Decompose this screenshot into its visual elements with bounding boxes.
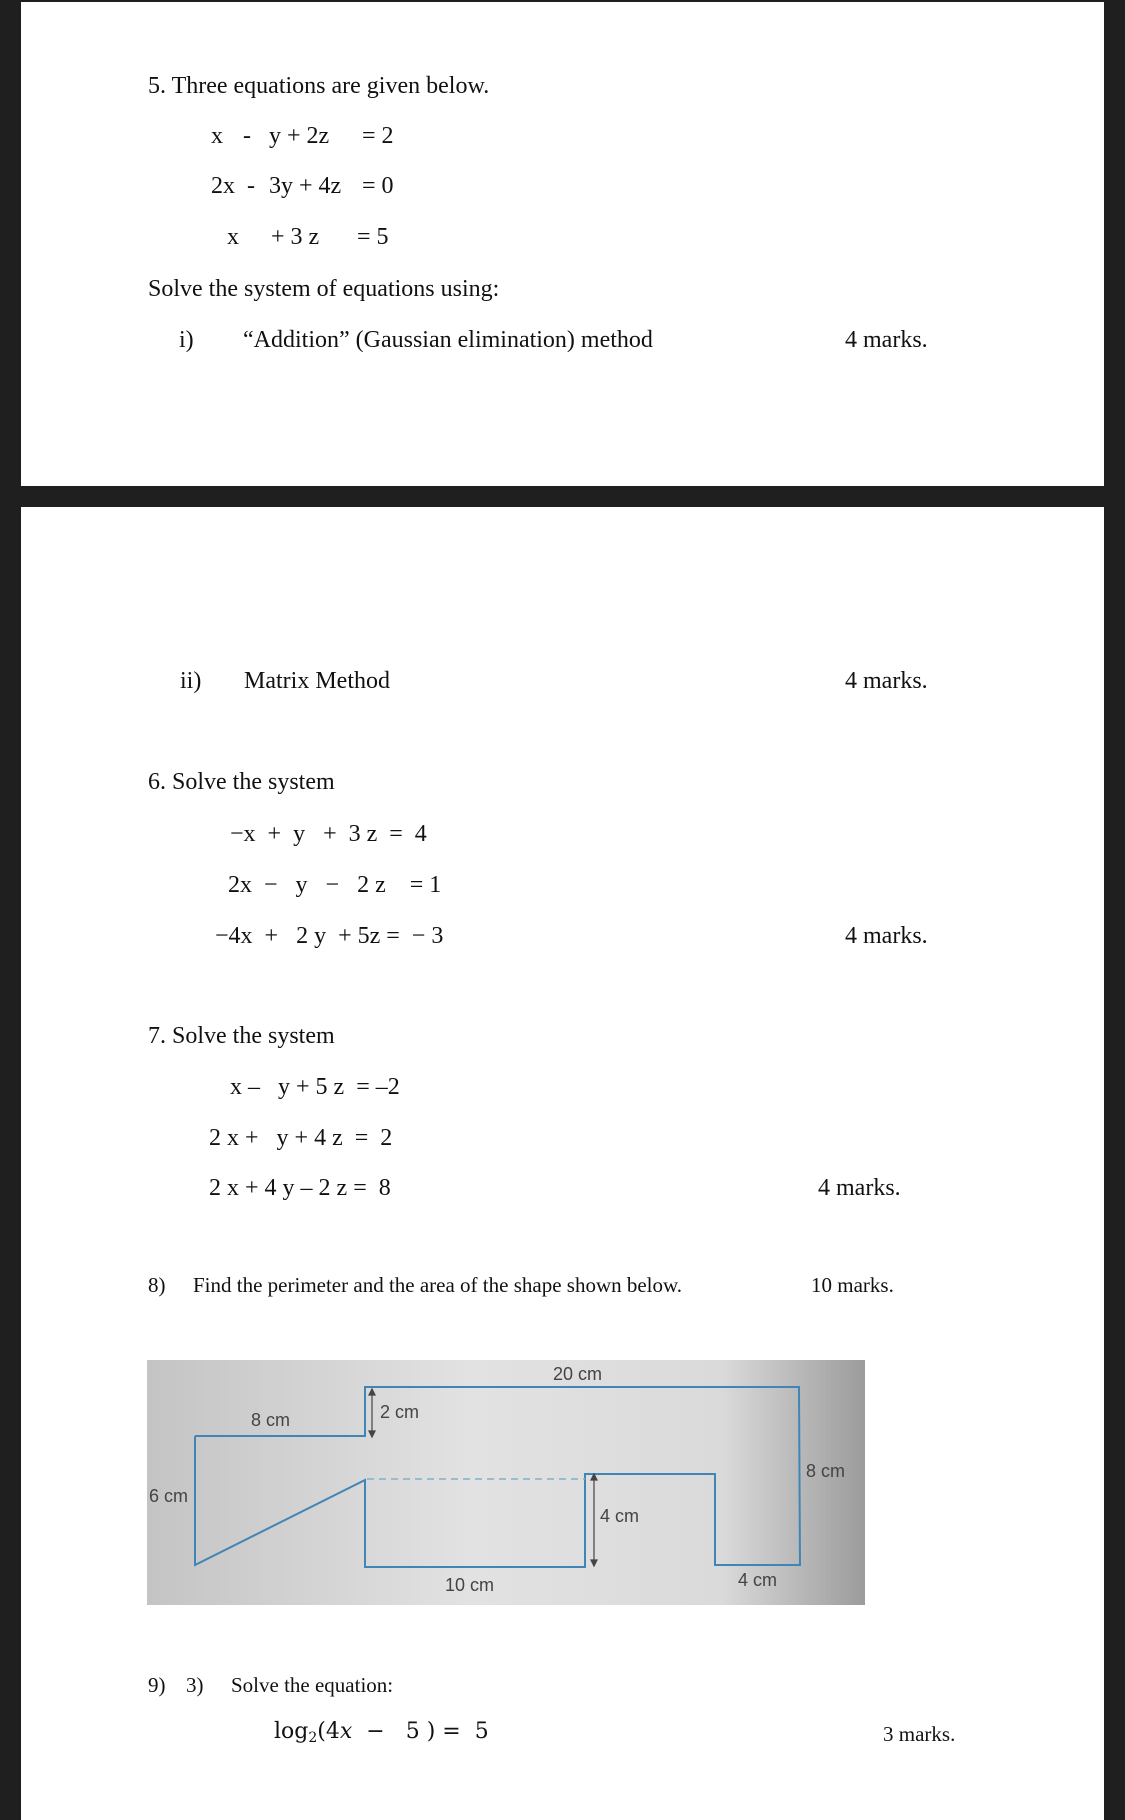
label-2cm: 2 cm bbox=[380, 1402, 420, 1422]
q5-eq1-op: - bbox=[243, 123, 251, 149]
q5-eq2-rhs: = 0 bbox=[362, 173, 394, 199]
label-8cm-right: 8 cm bbox=[806, 1461, 846, 1481]
label-10cm: 10 cm bbox=[445, 1575, 495, 1595]
q7-marks: 4 marks. bbox=[818, 1175, 901, 1201]
q5-eq1-rest: y + 2z bbox=[269, 123, 330, 149]
q5-part-ii-num: ii) bbox=[180, 668, 202, 694]
q7-eq3: 2 x + 4 y – 2 z = 8 bbox=[209, 1175, 391, 1201]
q9-sub: 3) bbox=[186, 1673, 204, 1697]
q6-heading: 6. Solve the system bbox=[148, 769, 335, 795]
q5-eq3-x: x bbox=[227, 224, 239, 250]
q5-eq3-rhs: = 5 bbox=[357, 224, 389, 250]
log-word: log bbox=[274, 1719, 309, 1744]
log-base: 2 bbox=[308, 1730, 318, 1746]
q7-eq1: x – y + 5 z = –2 bbox=[230, 1074, 400, 1100]
label-8cm-top: 8 cm bbox=[251, 1410, 291, 1430]
q8-marks: 10 marks. bbox=[811, 1273, 894, 1297]
q9-equation bbox=[274, 1718, 489, 1752]
q5-part-i-marks: 4 marks. bbox=[845, 327, 928, 353]
figure-background bbox=[147, 1360, 865, 1605]
q7-eq2: 2 x + y + 4 z = 2 bbox=[209, 1125, 393, 1151]
log-arg-open: (4 bbox=[317, 1719, 340, 1744]
q6-eq2: 2x − y − 2 z = 1 bbox=[228, 872, 442, 898]
q5-eq1-rhs: = 2 bbox=[362, 123, 394, 149]
log-rhs: 5 bbox=[474, 1719, 489, 1744]
log-var: x bbox=[339, 1719, 353, 1744]
q7-heading: 7. Solve the system bbox=[148, 1023, 335, 1049]
q5-heading: 5. Three equations are given below. bbox=[148, 73, 490, 99]
q5-eq2-op: - bbox=[247, 173, 255, 199]
q5-eq2-x: 2x bbox=[211, 173, 235, 199]
q5-part-i-num: i) bbox=[179, 327, 194, 353]
label-4cm-bottom: 4 cm bbox=[738, 1570, 778, 1590]
q9-marks: 3 marks. bbox=[883, 1722, 956, 1746]
q9-num: 9) bbox=[148, 1673, 166, 1697]
label-6cm: 6 cm bbox=[149, 1486, 189, 1506]
page-1 bbox=[21, 2, 1104, 486]
q6-marks: 4 marks. bbox=[845, 923, 928, 949]
q6-eq1: −x + y + 3 z = 4 bbox=[230, 821, 427, 847]
q5-part-ii-text: Matrix Method bbox=[244, 668, 390, 694]
q5-part-ii-marks: 4 marks. bbox=[845, 668, 928, 694]
q9-text: Solve the equation: bbox=[231, 1673, 394, 1697]
label-20cm: 20 cm bbox=[553, 1364, 603, 1384]
q5-part-i-text: “Addition” (Gaussian elimination) method bbox=[243, 327, 653, 353]
page-2 bbox=[21, 507, 1104, 1820]
q5-eq2-rest: 3y + 4z bbox=[269, 173, 342, 199]
q5-eq1-x: x bbox=[211, 123, 223, 149]
q5-instruction: Solve the system of equations using: bbox=[148, 276, 500, 302]
q8-num: 8) bbox=[148, 1273, 166, 1297]
q6-eq3: −4x + 2 y + 5z = − 3 bbox=[215, 923, 444, 949]
q8-text: Find the perimeter and the area of the shape shown below. bbox=[193, 1273, 683, 1297]
log-arg-rest: − 5 ) = bbox=[352, 1719, 461, 1744]
q5-eq3-rest: + 3 z bbox=[271, 224, 320, 250]
shape-figure bbox=[147, 1360, 865, 1605]
label-4cm-mid: 4 cm bbox=[600, 1506, 640, 1526]
